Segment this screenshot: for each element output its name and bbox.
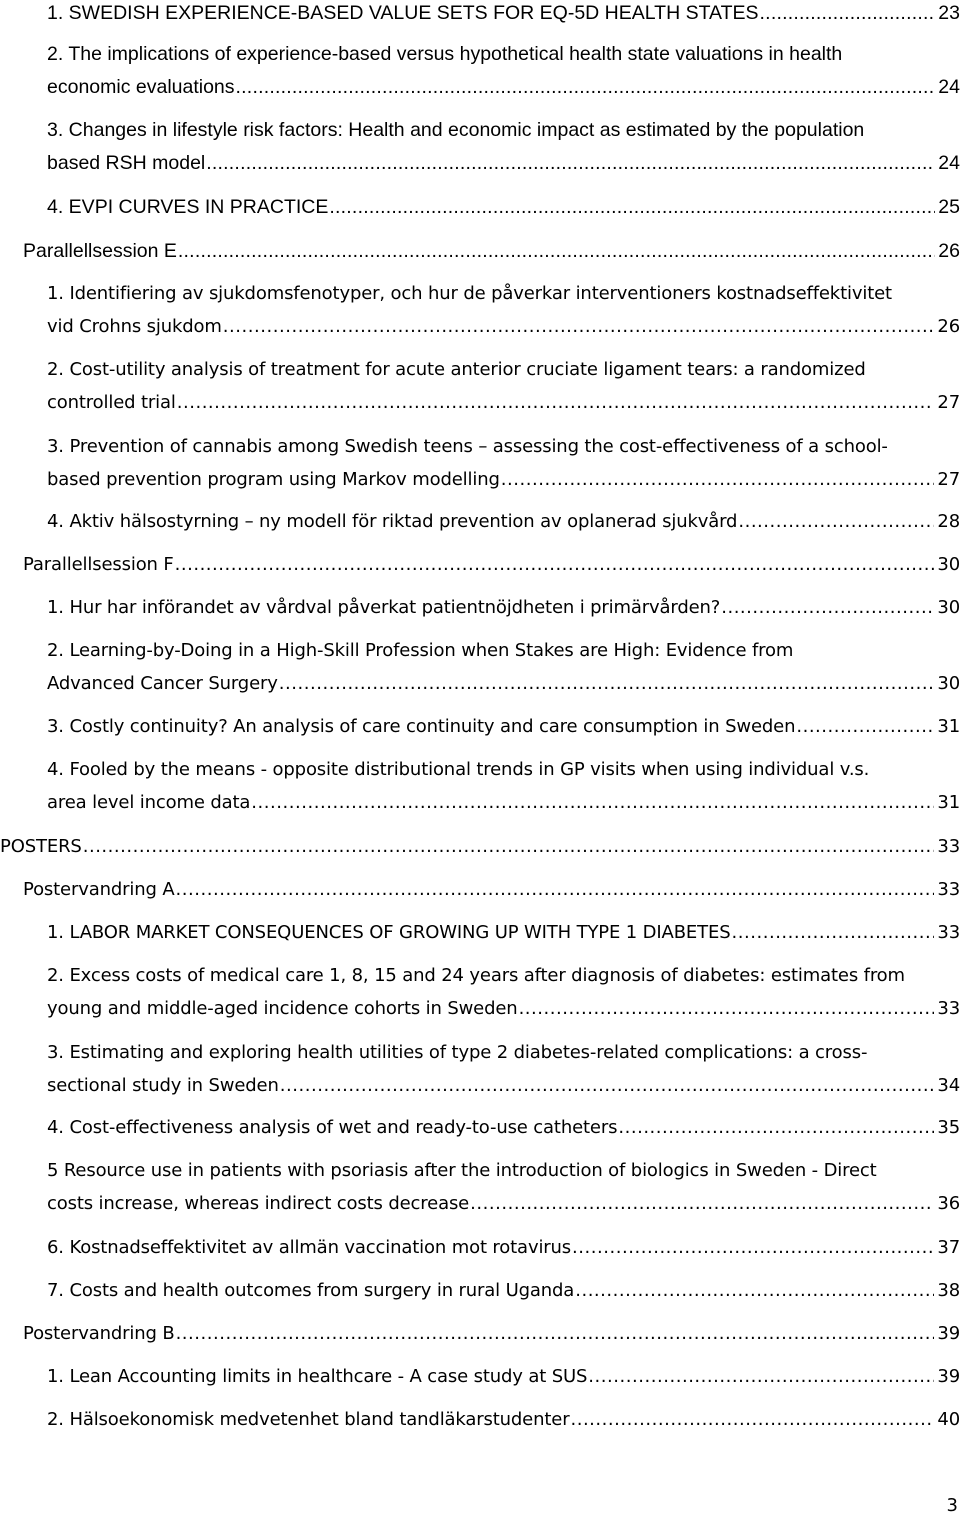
toc-entry-page: 26 [937,315,960,337]
toc-entry-page: 33 [937,879,960,900]
dot-leader [760,0,936,30]
toc-entry[interactable] [0,1155,960,1220]
toc-entry-title-line: 4. Fooled by the means - opposite distributional trends in GP visits when using individual v.s. [47,759,870,780]
toc-entry-leader-row [23,235,960,268]
toc-entry-leader-row [47,387,960,420]
toc-entry-leader-row [47,1361,960,1394]
toc-entry-title: Advanced Cancer Surgery [47,672,278,694]
toc-entry-page: 31 [937,716,960,737]
toc-entry-leader-row [47,1112,960,1145]
toc-entry-leader-row [47,668,960,701]
toc-entry-title: vid Crohns sjukdom [47,315,222,337]
dot-leader [519,993,935,1026]
dot-leader [470,1188,934,1221]
toc-entry-title: 2. Hälsoekonomisk medvetenhet bland tandläkarstudenter [47,1409,570,1430]
toc-entry-page: 38 [937,1280,960,1301]
toc-entry-title-line: 1. Identifiering av sjukdomsfenotyper, och hur de påverkar interventioners kostnadseffektivitet [47,283,892,304]
toc-entry-page: 23 [938,2,960,24]
toc-entry-title-line: 3. Estimating and exploring health utilities of type 2 diabetes-related complications: a cross- [47,1042,868,1063]
toc-entry[interactable] [0,354,960,419]
toc-entry[interactable] [0,960,960,1025]
toc-entry[interactable] [0,711,960,744]
toc-entry-leader-row [47,1275,960,1308]
toc-entry-leader-row [47,147,960,180]
dot-leader [721,592,934,625]
toc-entry-page: 27 [937,468,960,490]
toc-entry-page: 30 [937,554,960,575]
toc-entry-title: based RSH model [47,151,206,174]
toc-entry[interactable] [0,1404,960,1437]
toc-entry-title: economic evaluations [47,75,235,98]
dot-leader [83,831,935,864]
toc-entry-page: 24 [938,75,960,98]
toc-entry-leader-row [47,1404,960,1437]
toc-entry-title: 7. Costs and health outcomes from surgery in rural Uganda [47,1280,575,1301]
page-number: 3 [946,1495,958,1516]
toc-entry-page: 30 [937,672,960,694]
dot-leader [177,387,935,420]
toc-entry[interactable] [0,235,960,268]
dot-leader [280,1070,935,1103]
dot-leader [223,311,935,344]
toc-entry-title-line: 5 Resource use in patients with psoriasis after the introduction of biologics in Sweden - Direct [47,1160,877,1181]
toc-entry[interactable] [0,1318,960,1351]
toc-entry-title-line: 2. The implications of experience-based versus hypothetical health state valuations in health [47,43,843,65]
dot-leader [575,1275,934,1308]
toc-entry[interactable] [0,1112,960,1145]
toc-entry-title: costs increase, whereas indirect costs decrease [47,1192,470,1214]
toc-entry-page: 25 [938,196,960,218]
toc-entry[interactable] [0,1232,960,1265]
dot-leader [588,1361,934,1394]
dot-leader [279,668,935,701]
toc-entry-title: Parallellsession F [23,554,174,575]
toc-entry-title-line: 2. Excess costs of medical care 1, 8, 15 and 24 years after diagnosis of diabetes: estimates from [47,965,905,986]
toc-entry-title: area level income data [47,791,251,813]
toc-entry-leader-row [23,549,960,582]
dot-leader [796,711,934,744]
toc-entry-title: 1. Hur har införandet av vårdval påverkat patientnöjdheten i primärvården? [47,597,721,618]
toc-entry[interactable] [0,1361,960,1394]
toc-entry-leader-row [47,917,960,950]
toc-entry-page: 24 [938,151,960,174]
toc-entry[interactable] [0,831,960,864]
toc-entry-leader-row [47,1232,960,1265]
dot-leader [731,917,934,950]
toc-entry-leader-row [47,0,960,30]
toc-entry-leader-row [47,592,960,625]
toc-entry-title: 6. Kostnadseffektivitet av allmän vaccination mot rotavirus [47,1237,572,1258]
toc-entry-page: 33 [937,836,960,857]
toc-entry-page: 26 [938,240,960,262]
toc-entry[interactable] [0,1275,960,1308]
toc-entry[interactable] [0,1037,960,1102]
toc-entry[interactable] [0,114,960,179]
toc-entry-title: 1. SWEDISH EXPERIENCE-BASED VALUE SETS FOR EQ-5D HEALTH STATES [47,2,759,24]
toc-entry-leader-row [47,71,960,104]
toc-entry-page: 30 [937,597,960,618]
toc-entry[interactable] [0,917,960,950]
toc-entry[interactable] [0,549,960,582]
toc-entry-title: Postervandring A [23,879,175,900]
toc-entry-title: POSTERS [0,836,82,857]
toc-entry[interactable] [0,635,960,700]
toc-entry-title: 4. Cost-effectiveness analysis of wet and ready-to-use catheters [47,1117,618,1138]
toc-entry-leader-row [47,1070,960,1103]
toc-entry-leader-row [23,874,960,907]
toc-entry-leader-row [47,464,960,497]
toc-entry-title: sectional study in Sweden [47,1074,279,1096]
toc-entry[interactable] [0,431,960,496]
toc-entry-title: 3. Costly continuity? An analysis of care continuity and care consumption in Sweden [47,716,796,737]
toc-entry-leader-row [0,831,960,864]
toc-entry-title-line: 2. Cost-utility analysis of treatment for acute anterior cruciate ligament tears: a randomized [47,359,866,380]
toc-entry[interactable] [0,874,960,907]
toc-entry[interactable] [0,592,960,625]
toc-entry[interactable] [0,191,960,224]
toc-entry[interactable] [0,754,960,819]
toc-entry-page: 40 [937,1409,960,1430]
toc-entry-leader-row [47,506,960,539]
toc-entry[interactable] [0,38,960,103]
toc-entry-leader-row [23,1318,960,1351]
dot-leader [572,1232,934,1265]
toc-entry-title-line: 2. Learning-by-Doing in a High-Skill Profession when Stakes are High: Evidence from [47,640,794,661]
dot-leader [176,874,935,907]
toc-entry-page: 35 [937,1117,960,1138]
toc-entry[interactable] [0,506,960,539]
toc-entry-page: 34 [937,1074,960,1096]
dot-leader [206,147,935,180]
dot-leader [236,71,936,104]
toc-entry-title: 1. Lean Accounting limits in healthcare - A case study at SUS [47,1366,588,1387]
toc-entry-leader-row [47,1188,960,1221]
toc-entry-page: 39 [937,1323,960,1344]
dot-leader [329,191,935,224]
dot-leader [251,787,934,820]
toc-entry-title: 4. EVPI CURVES IN PRACTICE [47,196,329,218]
toc-entry-leader-row [47,311,960,344]
toc-entry-page: 28 [937,511,960,532]
toc-entry-page: 33 [937,997,960,1019]
toc-entry-page: 39 [937,1366,960,1387]
toc-entry-leader-row [47,711,960,744]
toc-entry-title: Postervandring B [23,1323,175,1344]
dot-leader [618,1112,934,1145]
dot-leader [501,464,935,497]
toc-entry-title-line: 3. Changes in lifestyle risk factors: Health and economic impact as estimated by the population [47,119,865,141]
toc-entry[interactable] [0,0,960,30]
dot-leader [178,235,935,268]
toc-entry-page: 37 [937,1237,960,1258]
dot-leader [570,1404,934,1437]
toc-entry-page: 33 [937,922,960,943]
toc-entry-title: Parallellsession E [23,240,177,262]
toc-entry-title: young and middle-aged incidence cohorts in Sweden [47,997,518,1019]
toc-entry-page: 27 [937,391,960,413]
dot-leader [175,549,935,582]
toc-entry-title-line: 3. Prevention of cannabis among Swedish teens – assessing the cost-effectiveness of a school- [47,436,888,457]
toc-entry-page: 36 [937,1192,960,1214]
toc-entry-title: based prevention program using Markov modelling [47,468,500,490]
toc-entry-title: 1. LABOR MARKET CONSEQUENCES OF GROWING UP WITH TYPE 1 DIABETES [47,922,731,943]
toc-entry-leader-row [47,191,960,224]
toc-entry-title: 4. Aktiv hälsostyrning – ny modell för riktad prevention av oplanerad sjukvård [47,511,738,532]
dot-leader [176,1318,935,1351]
dot-leader [738,506,934,539]
toc-entry[interactable] [0,278,960,343]
toc-entry-page: 31 [937,791,960,813]
toc-entry-title: controlled trial [47,391,176,413]
toc-entry-leader-row [47,993,960,1026]
toc-entry-leader-row [47,787,960,820]
